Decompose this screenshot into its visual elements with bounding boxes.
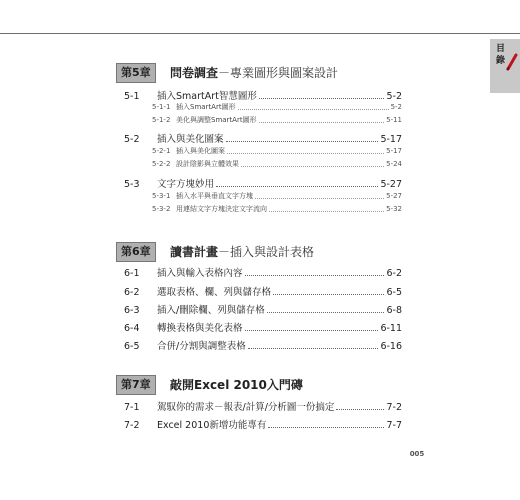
page-ref: 5-17: [386, 147, 402, 155]
page-ref: 5-24: [386, 160, 402, 168]
section-title: 插入與輸入表格內容: [157, 268, 243, 279]
leader-dots: [259, 121, 385, 123]
chapter-title-main: 敲開Excel 2010入門磚: [170, 378, 303, 392]
leader-dots: [238, 108, 389, 110]
page-ref: 5-32: [386, 205, 402, 213]
subsection-number: 5-2-1: [152, 147, 171, 155]
toc-entry-6-2[interactable]: [124, 284, 402, 298]
section-number: 6-2: [124, 287, 140, 298]
section-number: 7-1: [124, 402, 140, 413]
section-number: 7-2: [124, 420, 140, 431]
section-number: 6-4: [124, 323, 140, 334]
leader-dots: [227, 152, 384, 154]
toc-entry-5-3[interactable]: [124, 176, 402, 190]
chapter-title: [170, 377, 303, 393]
page-ref: 5-2: [390, 103, 402, 111]
subsection-number: 5-1-2: [152, 116, 171, 124]
leader-dots: [268, 426, 384, 428]
chapter-badge: 第7章: [116, 375, 156, 395]
toc-entry-7-2[interactable]: [124, 417, 402, 431]
toc-entry-7-1[interactable]: [124, 399, 402, 413]
leader-dots: [245, 274, 385, 276]
leader-dots: [248, 347, 379, 349]
section-title: Excel 2010新增功能專有: [157, 420, 267, 431]
section-title: 文字方塊妙用: [157, 179, 215, 190]
chapter-7-heading: [116, 375, 416, 395]
page-ref: 6-2: [386, 268, 402, 279]
toc-entry-5-3-2[interactable]: [152, 204, 402, 215]
subsection-title: 插入SmartArt圖形: [176, 103, 236, 111]
leader-dots: [241, 165, 384, 167]
section-title: 插入與美化圖案: [157, 134, 224, 145]
subsection-title: 美化與調整SmartArt圖形: [176, 116, 257, 124]
page-ref: 7-2: [386, 402, 402, 413]
page-ref: 7-7: [386, 420, 402, 431]
chapter-title-sub: －插入與設計表格: [218, 245, 315, 259]
toc-entry-6-5[interactable]: [124, 338, 402, 352]
section-number: 6-1: [124, 268, 140, 279]
page-ref: 5-2: [386, 91, 402, 102]
chapter-title: [170, 65, 338, 81]
toc-entry-6-4[interactable]: [124, 320, 402, 334]
toc-entry-5-1-2[interactable]: [152, 115, 402, 126]
toc-side-tab: [490, 39, 520, 93]
leader-dots: [267, 311, 385, 313]
page-ref: 6-8: [386, 305, 402, 316]
toc-entry-5-3-1[interactable]: [152, 191, 402, 202]
section-number: 5-1: [124, 91, 140, 102]
page-ref: 6-5: [386, 287, 402, 298]
page-ref: 6-11: [380, 323, 402, 334]
section-title: 轉換表格與美化表格: [157, 323, 243, 334]
section-number: 5-3: [124, 179, 140, 190]
chapter-6-heading: [116, 242, 416, 262]
leader-dots: [259, 97, 385, 99]
section-title: 合併/分割與調整表格: [157, 341, 246, 352]
pencil-check-icon: [506, 53, 518, 71]
toc-entry-6-3[interactable]: [124, 302, 402, 316]
chapter-badge: 第6章: [116, 242, 156, 262]
chapter-title-sub: －專業圖形與圖案設計: [218, 66, 339, 80]
page-ref: 5-17: [380, 134, 402, 145]
toc-tab-label: 目錄: [495, 44, 505, 66]
section-number: 6-3: [124, 305, 140, 316]
toc-entry-5-2-2[interactable]: [152, 159, 402, 170]
subsection-number: 5-3-2: [152, 205, 171, 213]
toc-entry-5-2-1[interactable]: [152, 146, 402, 157]
toc-entry-5-1-1[interactable]: [152, 102, 402, 113]
page-ref: 5-11: [386, 116, 402, 124]
subsection-title: 設計陰影與立體效果: [176, 160, 239, 168]
section-title: 選取表格、欄、列與儲存格: [157, 287, 272, 298]
chapter-badge: 第5章: [116, 63, 156, 83]
section-number: 6-5: [124, 341, 140, 352]
subsection-title: 插入水平與垂直文字方塊: [176, 192, 253, 200]
leader-dots: [273, 293, 384, 295]
chapter-title-main: 問卷調查: [170, 66, 219, 80]
toc-entry-5-2[interactable]: [124, 131, 402, 145]
leader-dots: [269, 210, 384, 212]
leader-dots: [255, 197, 384, 199]
page-ref: 5-27: [386, 192, 402, 200]
page-ref: 5-27: [380, 179, 402, 190]
section-title: 插入SmartArt智慧圖形: [157, 91, 257, 102]
leader-dots: [216, 185, 378, 187]
leader-dots: [336, 408, 384, 410]
section-title: 插入/刪除欄、列與儲存格: [157, 305, 265, 316]
subsection-number: 5-2-2: [152, 160, 171, 168]
toc-entry-6-1[interactable]: [124, 265, 402, 279]
leader-dots: [226, 140, 379, 142]
page-number: 005: [409, 450, 425, 458]
subsection-title: 插入與美化圖案: [176, 147, 225, 155]
leader-dots: [245, 329, 379, 331]
toc-entry-5-1[interactable]: [124, 88, 402, 102]
page-ref: 6-16: [380, 341, 402, 352]
subsection-number: 5-1-1: [152, 103, 171, 111]
chapter-title-main: 讀書計畫: [170, 245, 219, 259]
chapter-title: [170, 244, 314, 260]
section-number: 5-2: [124, 134, 140, 145]
chapter-5-heading: [116, 63, 416, 83]
subsection-number: 5-3-1: [152, 192, 171, 200]
header-rule: [0, 33, 520, 34]
subsection-title: 用連結文字方塊決定文字流向: [176, 205, 267, 213]
section-title: 駕馭你的需求－報表/計算/分析圖一份搞定: [157, 402, 335, 413]
